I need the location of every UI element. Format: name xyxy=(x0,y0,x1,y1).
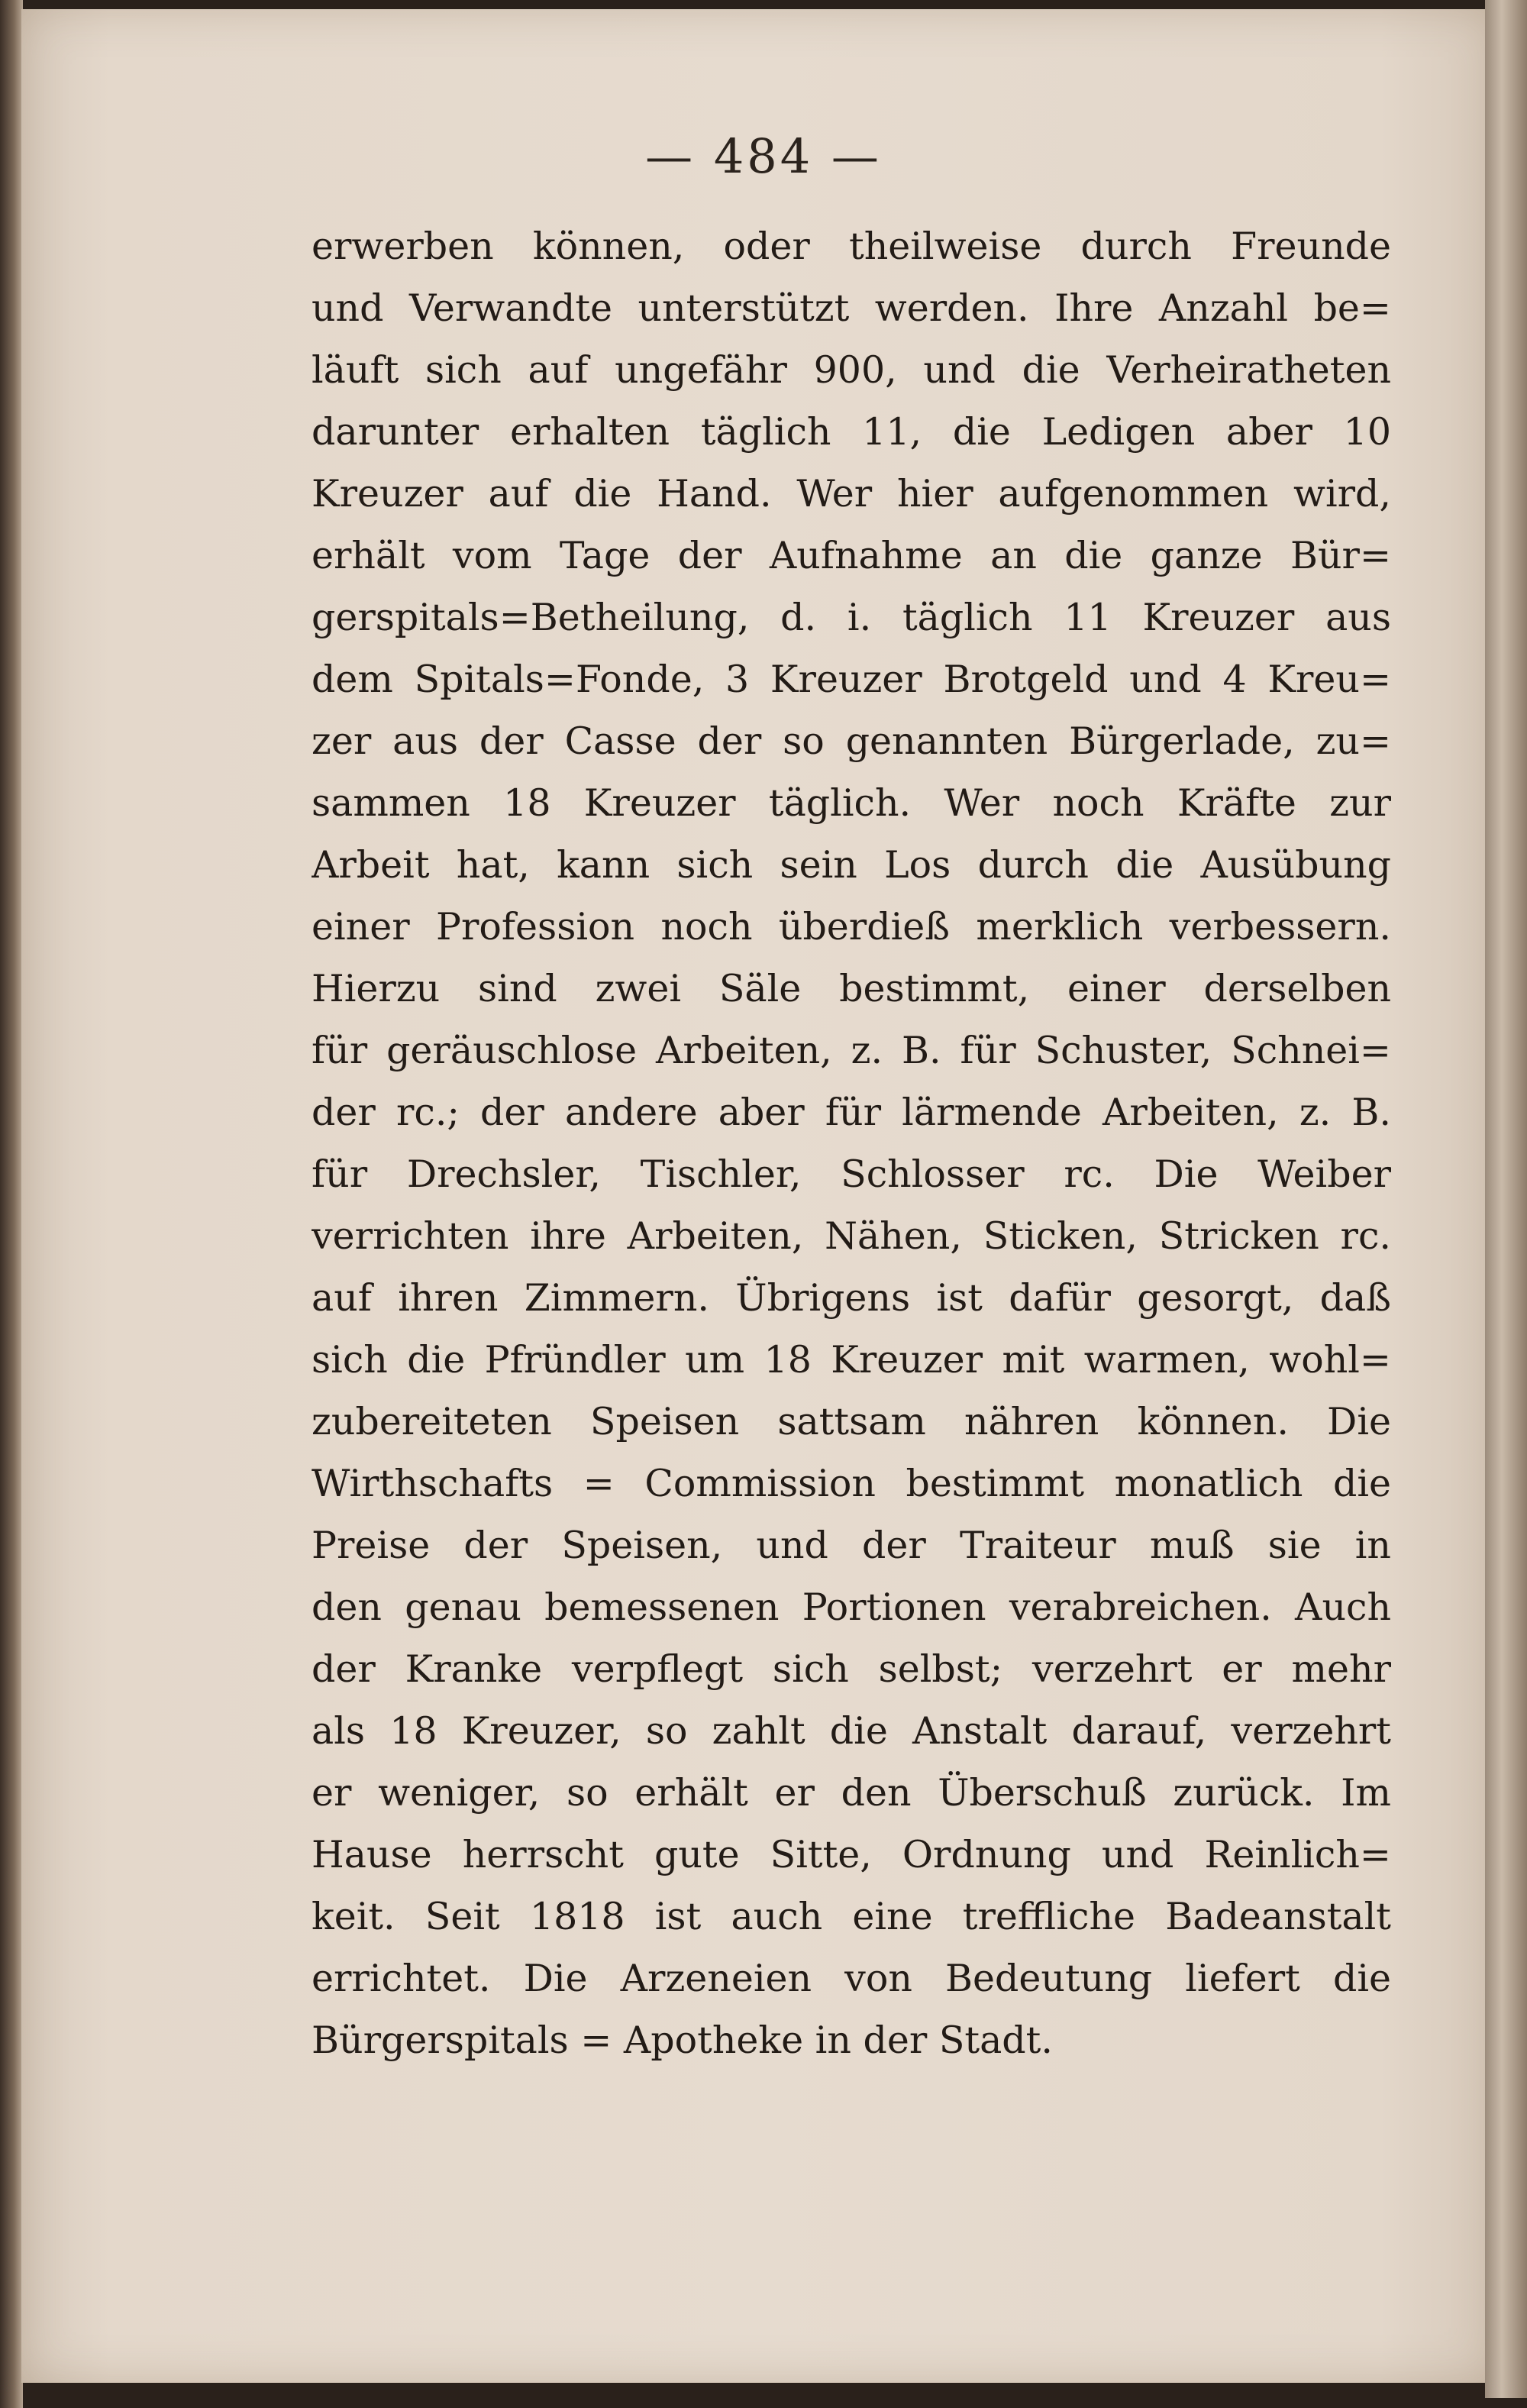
text-line: und Verwandte unterstützt werden. Ihre Anzahl be= xyxy=(312,286,1391,330)
text-line: auf ihren Zimmern. Übrigens ist dafür gesorgt, daß xyxy=(312,1276,1391,1320)
text-line: sich die Pfründler um 18 Kreuzer mit warmen, wohl= xyxy=(312,1338,1391,1382)
text-line: verrichten ihre Arbeiten, Nähen, Sticken, Stricken rc. xyxy=(312,1214,1391,1258)
text-line: errichtet. Die Arzeneien von Bedeutung liefert die xyxy=(312,1957,1391,2000)
text-line: Kreuzer auf die Hand. Wer hier aufgenommen wird, xyxy=(312,472,1391,516)
text-line: für Drechsler, Tischler, Schlosser rc. Die Weiber xyxy=(312,1152,1391,1196)
page-edge xyxy=(1485,0,1527,2398)
text-line: erhält vom Tage der Aufnahme an die ganze Bür= xyxy=(312,534,1391,577)
text-line: gerspitals=Betheilung, d. i. täglich 11 Kreuzer aus xyxy=(312,596,1391,639)
text-line: darunter erhalten täglich 11, die Ledigen aber 10 xyxy=(312,410,1391,454)
text-line: keit. Seit 1818 ist auch eine treffliche Badeanstalt xyxy=(312,1895,1391,1938)
text-line: für geräuschlose Arbeiten, z. B. für Schuster, Schnei= xyxy=(312,1029,1391,1072)
text-line: er weniger, so erhält er den Überschuß zurück. Im xyxy=(312,1771,1391,1815)
text-line: der Kranke verpflegt sich selbst; verzehrt er mehr xyxy=(312,1647,1391,1691)
body-text xyxy=(312,215,1391,2071)
text-line: zer aus der Casse der so genannten Bürgerlade, zu= xyxy=(312,719,1391,763)
text-line: Arbeit hat, kann sich sein Los durch die Ausübung xyxy=(312,843,1391,887)
book-gutter xyxy=(0,0,23,2408)
text-line: einer Profession noch überdieß merklich verbessern. xyxy=(312,905,1391,949)
text-line: Bürgerspitals = Apotheke in der Stadt. xyxy=(312,2019,1053,2062)
text-line: den genau bemessenen Portionen verabreichen. Auch xyxy=(312,1585,1391,1629)
text-line: erwerben können, oder theilweise durch Freunde xyxy=(312,225,1391,268)
text-line: läuft sich auf ungefähr 900, und die Verheiratheten xyxy=(312,348,1391,392)
text-line: der rc.; der andere aber für lärmende Arbeiten, z. B. xyxy=(312,1091,1391,1134)
text-line: sammen 18 Kreuzer täglich. Wer noch Kräfte zur xyxy=(312,781,1391,825)
text-line: dem Spitals=Fonde, 3 Kreuzer Brotgeld und 4 Kreu= xyxy=(312,658,1391,701)
page-number: — 484 — xyxy=(645,128,882,184)
text-line: zubereiteten Speisen sattsam nähren können. Die xyxy=(312,1400,1391,1443)
text-line: Wirthschafts = Commission bestimmt monatlich die xyxy=(312,1462,1391,1505)
text-line: Hause herrscht gute Sitte, Ordnung und Reinlich= xyxy=(312,1833,1391,1876)
text-line: Preise der Speisen, und der Traiteur muß sie in xyxy=(312,1524,1391,1567)
text-line: Hierzu sind zwei Säle bestimmt, einer derselben xyxy=(312,967,1391,1010)
text-line: als 18 Kreuzer, so zahlt die Anstalt darauf, verzehrt xyxy=(312,1709,1391,1753)
